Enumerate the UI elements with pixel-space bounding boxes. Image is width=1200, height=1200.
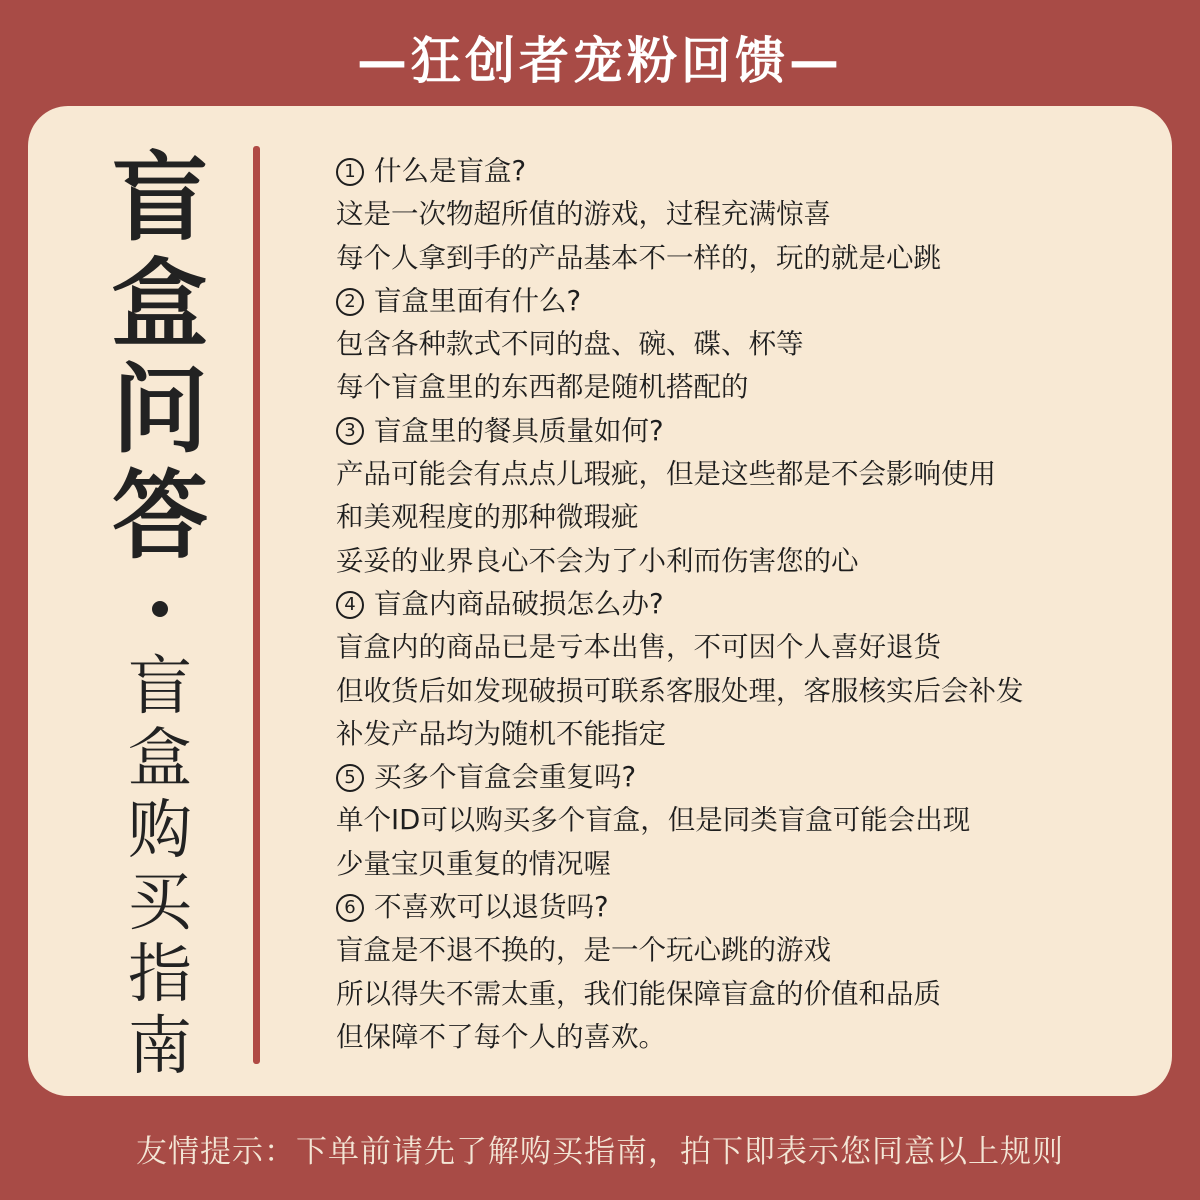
- answer-line: 包含各种款式不同的盘、碗、碟、杯等: [336, 328, 804, 361]
- subtitle-char-2: 盒: [128, 722, 192, 796]
- question-text: 盲盒内商品破损怎么办?: [374, 587, 664, 620]
- title-char-1: 盲: [112, 142, 208, 254]
- title-char-4: 答: [112, 460, 208, 572]
- question-text: 盲盒里的餐具质量如何?: [374, 414, 664, 447]
- answer-line: 但保障不了每个人的喜欢。: [336, 1020, 666, 1053]
- question-text: 不喜欢可以退货吗?: [374, 891, 609, 924]
- question-2: [336, 280, 1136, 323]
- question-number-badge: 3: [336, 417, 364, 445]
- question-text: 买多个盲盒会重复吗?: [374, 761, 637, 794]
- qa-list: [336, 150, 1136, 1059]
- vertical-title: [100, 142, 220, 1084]
- question-1: [336, 150, 1136, 193]
- answer-line: 妥妥的业界良心不会为了小利而伤害您的心: [336, 544, 859, 577]
- question-number-badge: 2: [336, 288, 364, 316]
- answer-line: 单个ID可以购买多个盲盒，但是同类盲盒可能会出现: [336, 804, 971, 837]
- footer-notice: 友情提示：下单前请先了解购买指南，拍下即表示您同意以上规则: [136, 1133, 1064, 1170]
- question-number-badge: 6: [336, 894, 364, 922]
- answer-line: 补发产品均为随机不能指定: [336, 717, 666, 750]
- question-text: 什么是盲盒?: [374, 155, 527, 187]
- answer-line: 和美观程度的那种微瑕疵: [336, 501, 639, 534]
- answer-line: 这是一次物超所值的游戏，过程充满惊喜: [336, 198, 831, 231]
- answer-line: 少量宝贝重复的情况喔: [336, 847, 611, 880]
- title-separator-dot: [152, 601, 168, 617]
- question-3: [336, 410, 1136, 453]
- answer-line: 但收货后如发现破损可联系客服处理，客服核实后会补发: [336, 674, 1024, 707]
- question-number-badge: 5: [336, 764, 364, 792]
- vertical-divider: [253, 146, 260, 1064]
- question-number-badge: 1: [336, 158, 364, 186]
- subtitle-char-1: 盲: [128, 650, 192, 724]
- answer-line: 产品可能会有点点儿瑕疵，但是这些都是不会影响使用: [336, 458, 996, 491]
- subtitle-char-3: 购: [128, 794, 192, 868]
- header-title: —狂创者宠粉回馈—: [357, 32, 843, 90]
- title-char-3: 问: [112, 354, 208, 466]
- answer-line: 盲盒是不退不换的，是一个玩心跳的游戏: [336, 934, 831, 967]
- title-char-2: 盒: [112, 248, 208, 360]
- answer-line: 每个盲盒里的东西都是随机搭配的: [336, 371, 749, 404]
- answer-line: 每个人拿到手的产品基本不一样的，玩的就是心跳: [336, 241, 941, 274]
- question-number-badge: 4: [336, 591, 364, 619]
- question-4: [336, 583, 1136, 626]
- answer-line: 盲盒内的商品已是亏本出售，不可因个人喜好退货: [336, 631, 941, 664]
- question-5: [336, 756, 1136, 799]
- subtitle-char-5: 指: [128, 938, 192, 1012]
- question-6: [336, 886, 1136, 929]
- question-text: 盲盒里面有什么?: [374, 284, 582, 317]
- subtitle-char-4: 买: [128, 866, 192, 940]
- subtitle-char-6: 南: [128, 1010, 192, 1084]
- answer-line: 所以得失不需太重，我们能保障盲盒的价值和品质: [336, 977, 941, 1010]
